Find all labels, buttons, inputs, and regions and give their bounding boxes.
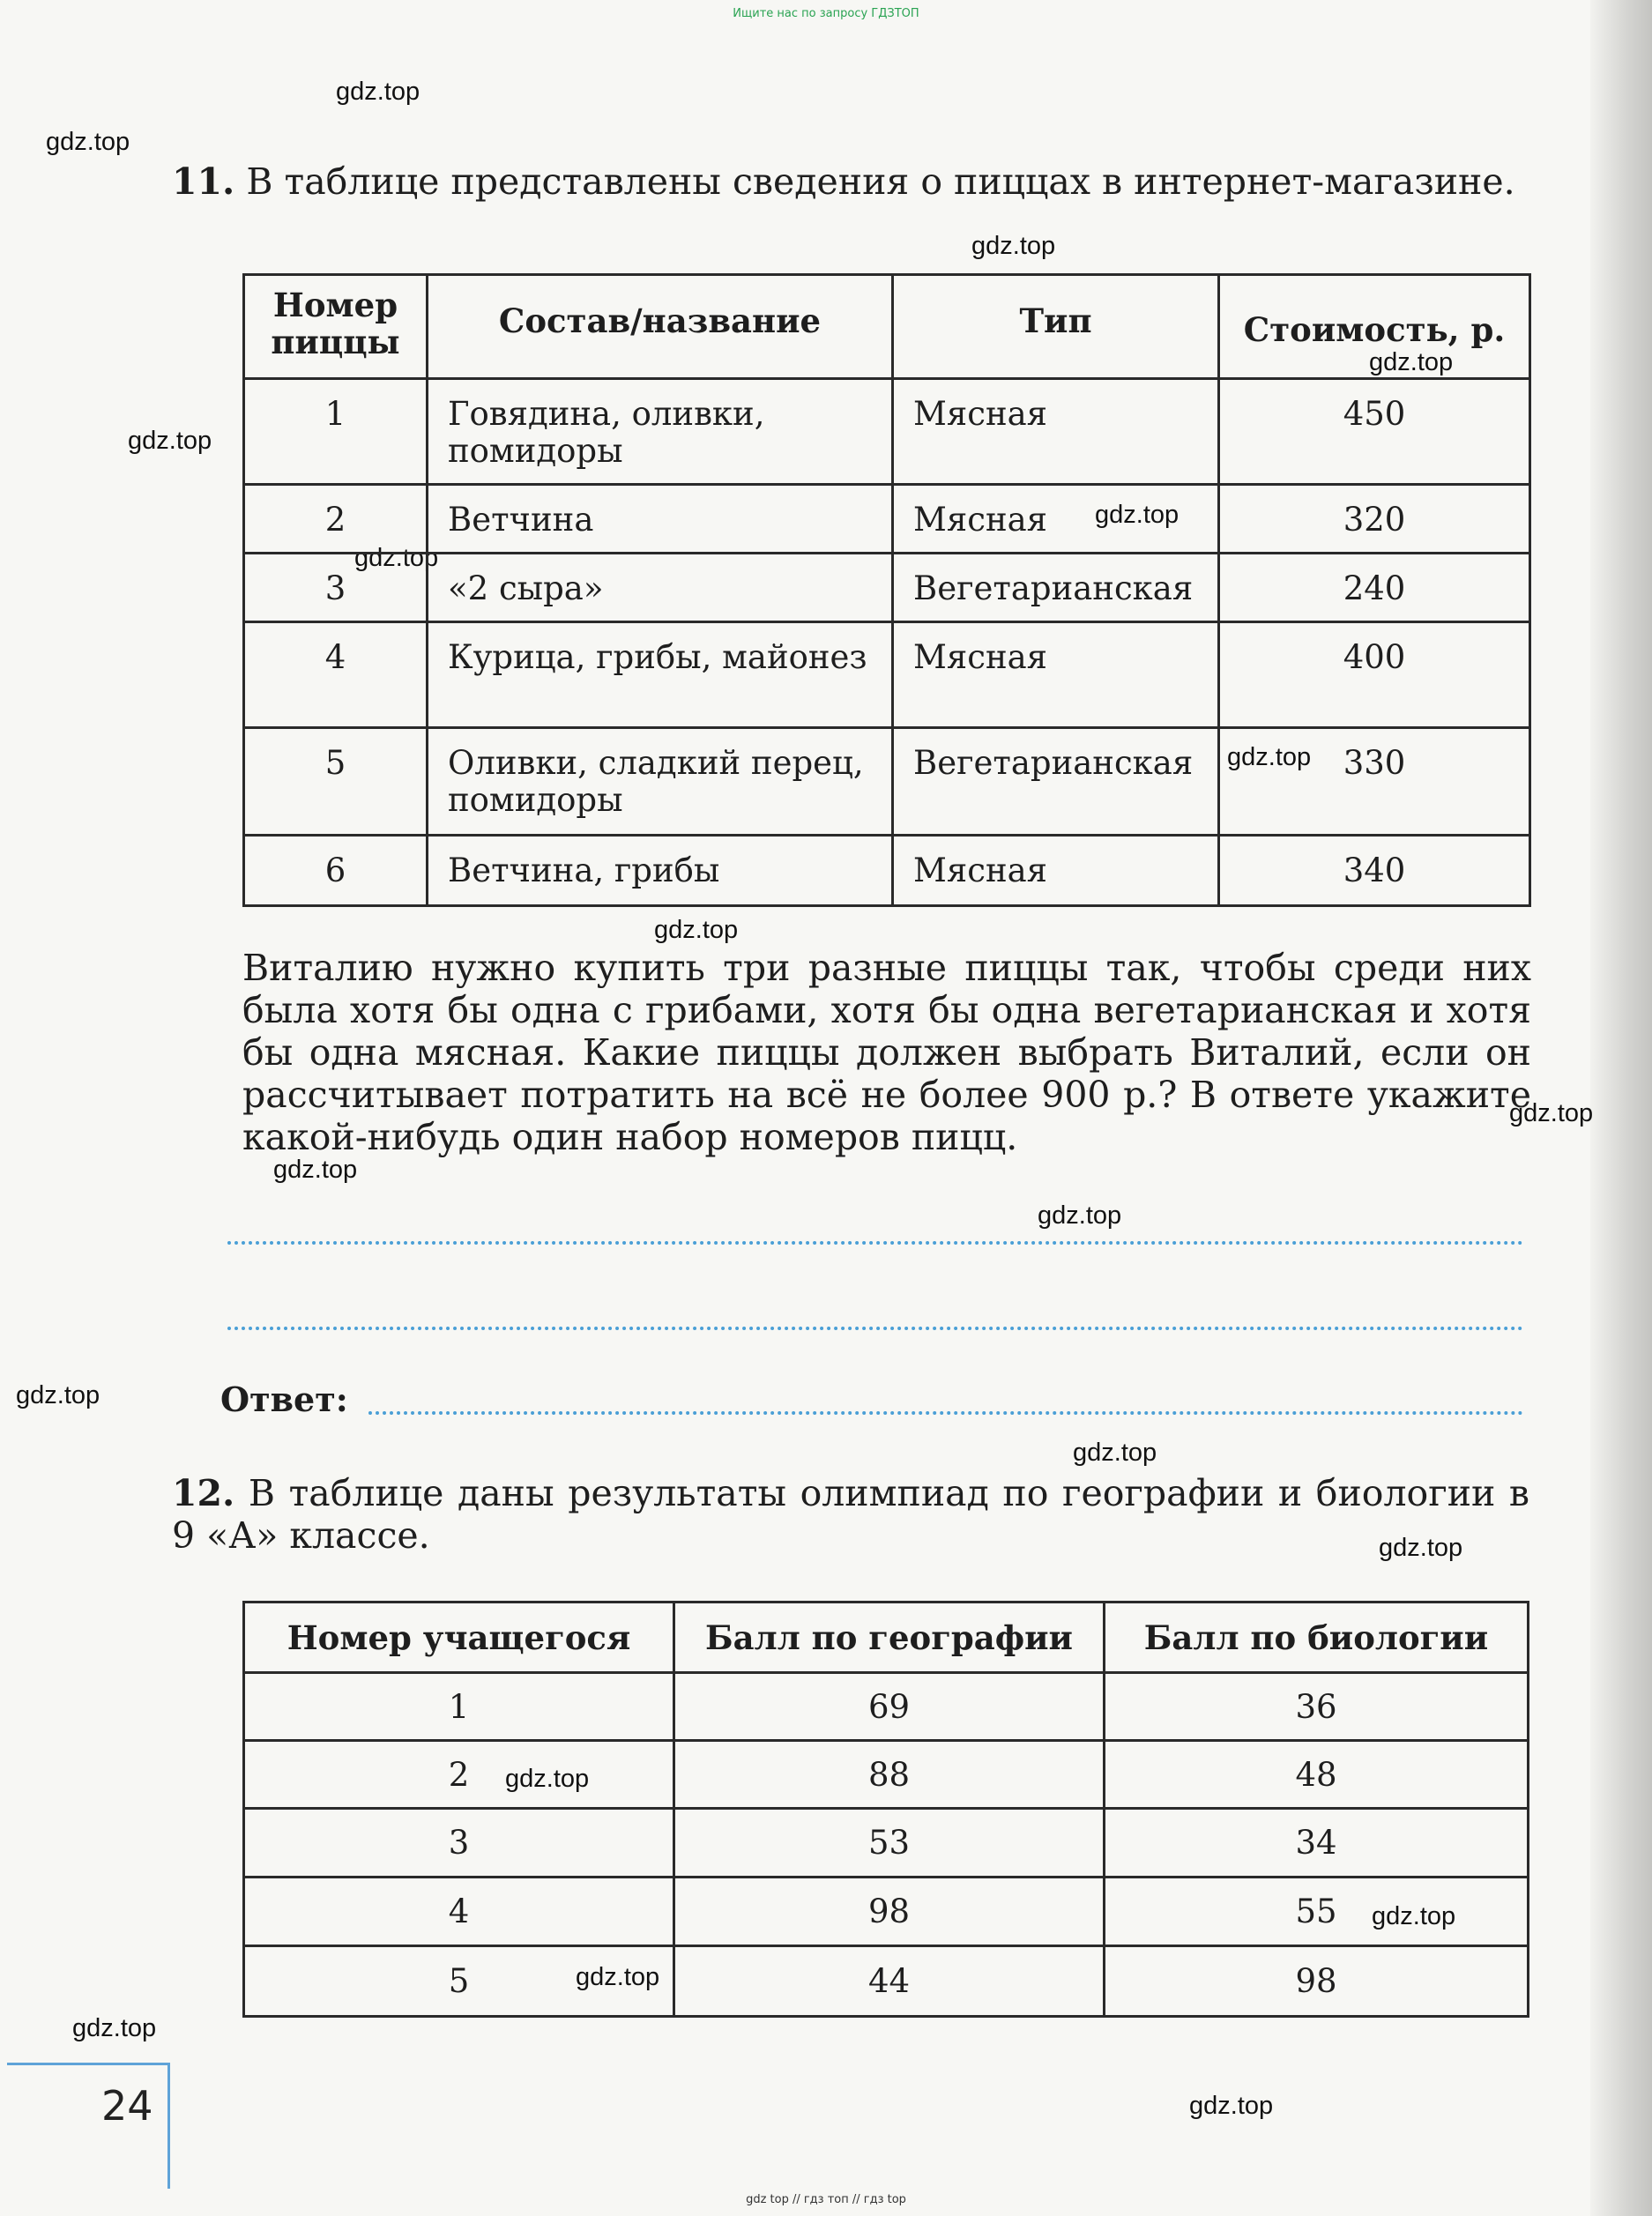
pizza-price: 330 <box>1219 728 1530 836</box>
watermark: gdz.top <box>505 1765 590 1793</box>
watermark: gdz.top <box>1372 1902 1456 1930</box>
task-11-text: В таблице представлены сведения о пиццах в интернет-магазине. <box>246 160 1515 203</box>
watermark: gdz.top <box>1369 348 1454 376</box>
table-row <box>244 379 1530 485</box>
header-geography-score: Балл по географии <box>674 1603 1105 1673</box>
student-number: 5 <box>244 1946 674 2017</box>
answer-line[interactable] <box>368 1411 1523 1415</box>
header-biology-score: Балл по биологии <box>1105 1603 1529 1673</box>
header-type: Тип <box>893 275 1219 379</box>
table-row <box>244 1673 1529 1741</box>
pizza-price: 340 <box>1219 836 1530 906</box>
pizza-composition: Ветчина <box>428 485 893 554</box>
watermark: gdz.top <box>654 916 739 944</box>
task-12-text: В таблице даны результаты олимпиад по географии и биологии в 9 «А» классе. <box>172 1472 1529 1557</box>
pizza-composition: Говядина, оливки, помидоры <box>428 379 893 485</box>
pizza-number: 1 <box>244 379 428 485</box>
geography-score: 44 <box>674 1946 1105 2017</box>
table-row <box>244 836 1530 906</box>
header-price: Стоимость, р. <box>1219 275 1530 379</box>
table-row <box>244 485 1530 554</box>
pizza-composition: «2 сыра» <box>428 554 893 622</box>
pizza-table <box>242 273 1531 907</box>
student-number: 4 <box>244 1878 674 1946</box>
pizza-type: Вегетарианская <box>893 728 1219 836</box>
pizza-price: 240 <box>1219 554 1530 622</box>
pizza-number: 3 <box>244 554 428 622</box>
pizza-number: 5 <box>244 728 428 836</box>
biology-score: 48 <box>1105 1741 1529 1809</box>
student-number: 1 <box>244 1673 674 1741</box>
footer-links[interactable]: gdz top // гдз топ // гдз top <box>746 2193 906 2206</box>
header-pizza-number: Номер пиццы <box>244 275 428 379</box>
pizza-number: 4 <box>244 622 428 728</box>
watermark: gdz.top <box>273 1156 358 1184</box>
pizza-type: Вегетарианская <box>893 554 1219 622</box>
watermark: gdz.top <box>72 2014 157 2042</box>
watermark: gdz.top <box>1095 501 1179 529</box>
pizza-composition: Курица, грибы, майонез <box>428 622 893 728</box>
task-12-number: 12. <box>172 1472 235 1514</box>
biology-score: 34 <box>1105 1809 1529 1878</box>
watermark: gdz.top <box>336 78 420 106</box>
answer-label: Ответ: <box>220 1379 348 1419</box>
geography-score: 98 <box>674 1878 1105 1946</box>
watermark: gdz.top <box>1189 2092 1274 2120</box>
table-row <box>244 1741 1529 1809</box>
table-row <box>244 1878 1529 1946</box>
task-11-number: 11. <box>172 160 235 203</box>
table-row <box>244 728 1530 836</box>
geography-score: 69 <box>674 1673 1105 1741</box>
watermark: gdz.top <box>1073 1439 1157 1467</box>
pizza-price: 320 <box>1219 485 1530 554</box>
watermark: gdz.top <box>16 1381 100 1409</box>
pizza-number: 6 <box>244 836 428 906</box>
pizza-type: Мясная <box>893 622 1219 728</box>
table-row <box>244 1946 1529 2017</box>
watermark: gdz.top <box>1227 743 1312 771</box>
page-number: 24 <box>101 2082 153 2130</box>
olympiad-table-header-row <box>244 1603 1529 1673</box>
task-12-statement <box>172 1472 1529 1557</box>
geography-score: 53 <box>674 1809 1105 1878</box>
table-row <box>244 1809 1529 1878</box>
header-student-number: Номер учащегося <box>244 1603 674 1673</box>
pizza-composition: Ветчина, грибы <box>428 836 893 906</box>
student-number: 2 <box>244 1741 674 1809</box>
watermark: gdz.top <box>971 232 1056 260</box>
pizza-price: 450 <box>1219 379 1530 485</box>
watermark: gdz.top <box>1509 1099 1594 1127</box>
watermark: gdz.top <box>354 544 439 572</box>
watermark: gdz.top <box>1038 1201 1122 1230</box>
biology-score: 36 <box>1105 1673 1529 1741</box>
biology-score: 98 <box>1105 1946 1529 2017</box>
watermark: gdz.top <box>576 1963 660 1991</box>
pizza-number: 2 <box>244 485 428 554</box>
search-hint-link[interactable]: Ищите нас по запросу ГДЗТОП <box>733 7 919 20</box>
pizza-price: 400 <box>1219 622 1530 728</box>
solution-line[interactable] <box>227 1327 1523 1330</box>
watermark: gdz.top <box>1379 1534 1463 1562</box>
task-11-statement <box>172 160 1529 203</box>
pizza-table-header-row <box>244 275 1530 379</box>
watermark: gdz.top <box>128 427 212 455</box>
header-composition: Состав/название <box>428 275 893 379</box>
pizza-type: Мясная <box>893 836 1219 906</box>
task-11-question: Виталию нужно купить три разные пиццы так, чтобы среди них была хотя бы одна с грибами, хотя бы одна вегетарианская и хотя бы одна мясная. Какие пиццы должен выбрать Виталий, если он рассчитывает потратить на всё не более 900 р.? В ответе укажите какой-нибудь один набор номеров пицц. <box>242 947 1531 1158</box>
solution-line[interactable] <box>227 1241 1523 1245</box>
geography-score: 88 <box>674 1741 1105 1809</box>
page-edge-shadow <box>1590 0 1652 2216</box>
watermark: gdz.top <box>46 128 130 156</box>
olympiad-table <box>242 1601 1529 2018</box>
table-row <box>244 622 1530 728</box>
pizza-composition: Оливки, сладкий перец, помидоры <box>428 728 893 836</box>
table-row <box>244 554 1530 622</box>
biology-score: 55 <box>1105 1878 1529 1946</box>
pizza-type: Мясная <box>893 379 1219 485</box>
pizza-type: Мясная <box>893 485 1219 554</box>
student-number: 3 <box>244 1809 674 1878</box>
